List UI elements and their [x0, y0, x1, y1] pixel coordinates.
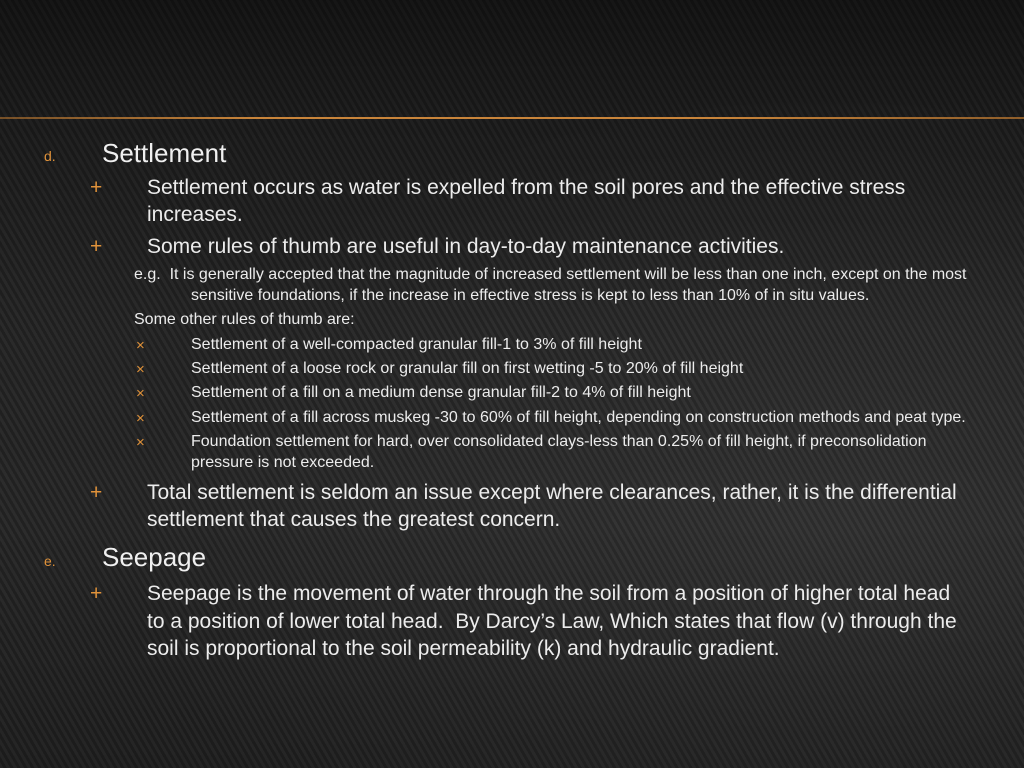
- example-text-line: e.g. It is generally accepted that the magnitude of increased settlement will be less than one inch, except on the most: [134, 266, 967, 283]
- bullet-text-line: Settlement occurs as water is expelled from the soil pores and the effective stress: [147, 176, 906, 199]
- cross-bullet-icon: ×: [136, 434, 145, 451]
- bullet-text-line: Seepage is the movement of water through the soil from a position of higher total head: [147, 582, 951, 605]
- section-heading: Seepage: [102, 542, 207, 572]
- rule-text-line: pressure is not exceeded.: [191, 454, 375, 471]
- bullet-text-line: increases.: [147, 203, 243, 226]
- bullet-text-line: Some rules of thumb are useful in day-to-day maintenance activities.: [147, 235, 785, 258]
- rule-text-line: Settlement of a well-compacted granular fill-1 to 3% of fill height: [191, 336, 642, 353]
- other-rules-label: Some other rules of thumb are:: [134, 311, 355, 328]
- rule-text-line: Settlement of a loose rock or granular fill on first wetting -5 to 20% of fill height: [191, 360, 744, 377]
- rule-text-line: Settlement of a fill on a medium dense granular fill-2 to 4% of fill height: [191, 384, 691, 401]
- rule-text-line: Settlement of a fill across muskeg -30 to 60% of fill height, depending on construction methods and peat type.: [191, 409, 966, 426]
- cross-bullet-icon: ×: [136, 337, 145, 354]
- cross-bullet-icon: ×: [136, 410, 145, 427]
- example-text-line: sensitive foundations, if the increase in effective stress is kept to less than 10% of in situ values.: [191, 287, 870, 304]
- plus-bullet-icon: +: [90, 176, 103, 199]
- plus-bullet-icon: +: [90, 235, 103, 258]
- section-heading: Settlement: [102, 138, 227, 168]
- bullet-text-line: to a position of lower total head. By Darcy’s Law, Which states that flow (v) through the: [147, 610, 957, 633]
- plus-bullet-icon: +: [90, 481, 103, 504]
- plus-bullet-icon: +: [90, 582, 103, 605]
- rule-text-line: Foundation settlement for hard, over consolidated clays-less than 0.25% of fill height, if preconsolidation: [191, 433, 927, 450]
- bullet-text-line: settlement that causes the greatest concern.: [147, 508, 561, 531]
- bullet-text-line: Total settlement is seldom an issue except where clearances, rather, it is the differential: [147, 481, 957, 504]
- cross-bullet-icon: ×: [136, 361, 145, 378]
- title-divider-line: [0, 117, 1024, 119]
- bullet-text-line: soil is proportional to the soil permeability (k) and hydraulic gradient.: [147, 637, 780, 660]
- cross-bullet-icon: ×: [136, 385, 145, 402]
- section-marker: e.: [44, 553, 56, 569]
- section-marker: d.: [44, 148, 56, 164]
